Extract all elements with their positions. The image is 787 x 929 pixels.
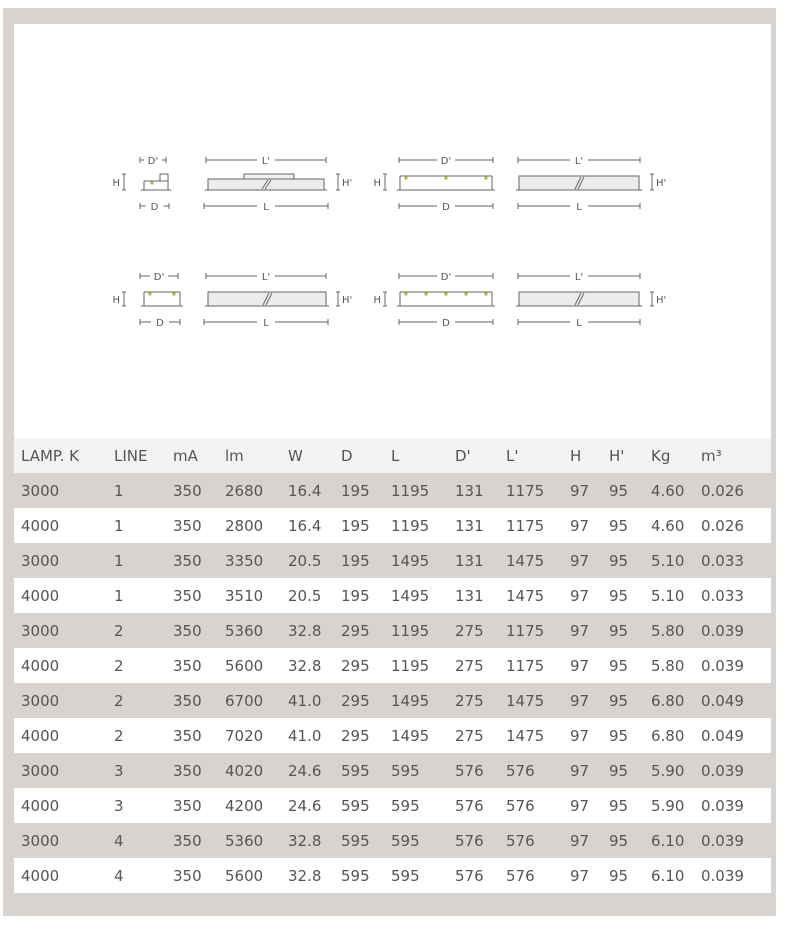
table-cell: 97: [570, 691, 590, 710]
table-cell: 4000: [21, 796, 60, 815]
table-cell: 350: [173, 656, 202, 675]
table-cell: 5.90: [651, 761, 685, 780]
technical-drawings: [14, 24, 771, 436]
table-cell: 1475: [506, 726, 545, 745]
table-cell: 350: [173, 481, 202, 500]
table-cell: 131: [455, 481, 484, 500]
table-cell: 6.80: [651, 726, 685, 745]
column-header: D: [341, 446, 353, 465]
table-cell: 1495: [391, 551, 430, 570]
table-cell: 1495: [391, 586, 430, 605]
table-cell: 0.033: [701, 551, 744, 570]
table-cell: 97: [570, 516, 590, 535]
table-cell: 95: [609, 586, 629, 605]
table-row: [14, 718, 771, 753]
table-cell: 95: [609, 831, 629, 850]
column-header: LAMP. K: [21, 446, 79, 465]
table-cell: 576: [506, 866, 535, 885]
dimension-label: D: [442, 318, 450, 329]
table-cell: 2: [114, 621, 124, 640]
table-cell: 3000: [21, 621, 60, 640]
table-cell: 1: [114, 586, 124, 605]
table-cell: 4200: [225, 796, 264, 815]
table-cell: 350: [173, 586, 202, 605]
column-header: W: [288, 446, 303, 465]
table-cell: 41.0: [288, 726, 322, 745]
led-marker: [404, 292, 407, 295]
table-cell: 95: [609, 516, 629, 535]
table-cell: 41.0: [288, 691, 322, 710]
dimension-diagrams: [14, 24, 771, 436]
table-cell: 131: [455, 551, 484, 570]
table-cell: 16.4: [288, 481, 322, 500]
table-cell: 24.6: [288, 761, 322, 780]
table-cell: 4.60: [651, 516, 685, 535]
table-cell: 32.8: [288, 621, 322, 640]
dimension-label: H': [656, 295, 667, 306]
dimension-label: H': [342, 178, 353, 189]
table-cell: 4000: [21, 516, 60, 535]
table-cell: 0.026: [701, 516, 744, 535]
led-marker: [464, 292, 467, 295]
column-header: L: [391, 446, 400, 465]
column-header: Kg: [651, 446, 671, 465]
dimension-label: H': [342, 295, 353, 306]
table-cell: 195: [341, 586, 370, 605]
table-cell: 350: [173, 761, 202, 780]
table-row: [14, 683, 771, 718]
table-cell: 595: [391, 831, 420, 850]
table-cell: 6.10: [651, 866, 685, 885]
table-cell: 32.8: [288, 656, 322, 675]
table-cell: 1175: [506, 621, 545, 640]
table-cell: 295: [341, 726, 370, 745]
dimension-label: D': [440, 272, 452, 283]
table-cell: 0.049: [701, 726, 744, 745]
table-cell: 4.60: [651, 481, 685, 500]
table-cell: 97: [570, 656, 590, 675]
table-cell: 0.039: [701, 621, 744, 640]
table-cell: 1495: [391, 726, 430, 745]
table-cell: 3000: [21, 761, 60, 780]
dimension-label: D': [153, 272, 165, 283]
table-cell: 20.5: [288, 586, 322, 605]
table-cell: 95: [609, 621, 629, 640]
table-cell: 3: [114, 761, 124, 780]
led-marker: [404, 176, 407, 179]
table-row: [14, 753, 771, 788]
table-cell: 4000: [21, 656, 60, 675]
led-marker: [444, 176, 447, 179]
table-cell: 1495: [391, 691, 430, 710]
table-cell: 20.5: [288, 551, 322, 570]
table-cell: 2: [114, 656, 124, 675]
dimension-label: L: [576, 318, 582, 329]
dimension-label: D: [442, 202, 450, 213]
table-cell: 1195: [391, 656, 430, 675]
dimension-label: L: [263, 318, 269, 329]
table-cell: 5600: [225, 656, 264, 675]
table-cell: 195: [341, 516, 370, 535]
led-marker: [424, 292, 427, 295]
dimension-label: L': [574, 156, 584, 167]
led-marker: [172, 292, 175, 295]
table-cell: 95: [609, 656, 629, 675]
led-marker: [484, 176, 487, 179]
table-cell: 5.90: [651, 796, 685, 815]
table-cell: 275: [455, 691, 484, 710]
dimension-label: D: [156, 318, 164, 329]
table-cell: 275: [455, 621, 484, 640]
table-cell: 4: [114, 866, 124, 885]
table-cell: 97: [570, 831, 590, 850]
table-row: [14, 858, 771, 893]
table-cell: 1175: [506, 481, 545, 500]
table-cell: 131: [455, 516, 484, 535]
table-cell: 1175: [506, 516, 545, 535]
table-cell: 97: [570, 726, 590, 745]
table-cell: 576: [455, 831, 484, 850]
table-cell: 97: [570, 586, 590, 605]
table-cell: 0.039: [701, 656, 744, 675]
drawing-line: [160, 174, 168, 181]
table-cell: 3: [114, 796, 124, 815]
table-cell: 295: [341, 691, 370, 710]
dimension-label: H': [656, 178, 667, 189]
table-cell: 0.026: [701, 481, 744, 500]
table-cell: 97: [570, 551, 590, 570]
table-cell: 576: [506, 831, 535, 850]
table-cell: 1475: [506, 586, 545, 605]
table-cell: 5.80: [651, 621, 685, 640]
table-row: [14, 508, 771, 543]
table-cell: 195: [341, 481, 370, 500]
dimension-label: H: [373, 295, 381, 306]
page-frame: [3, 8, 776, 916]
table-cell: 595: [391, 761, 420, 780]
dimension-label: H: [112, 295, 120, 306]
table-cell: 576: [455, 761, 484, 780]
table-cell: 0.033: [701, 586, 744, 605]
column-header: D': [455, 446, 471, 465]
table-cell: 275: [455, 656, 484, 675]
table-cell: 3000: [21, 831, 60, 850]
dimension-label: H: [112, 178, 120, 189]
table-cell: 5600: [225, 866, 264, 885]
table-cell: 595: [341, 866, 370, 885]
table-cell: 3000: [21, 551, 60, 570]
table-header-row: [14, 438, 771, 473]
column-header: LINE: [114, 446, 148, 465]
table-cell: 4020: [225, 761, 264, 780]
table-cell: 7020: [225, 726, 264, 745]
table-cell: 350: [173, 796, 202, 815]
table-cell: 0.039: [701, 866, 744, 885]
table-cell: 595: [391, 796, 420, 815]
table-cell: 595: [391, 866, 420, 885]
table-row: [14, 543, 771, 578]
table-cell: 0.039: [701, 761, 744, 780]
table-row: [14, 788, 771, 823]
table-cell: 2680: [225, 481, 264, 500]
table-cell: 1: [114, 551, 124, 570]
table-cell: 576: [506, 761, 535, 780]
dimension-label: L: [263, 202, 269, 213]
table-cell: 295: [341, 656, 370, 675]
table-cell: 95: [609, 551, 629, 570]
table-cell: 5.10: [651, 551, 685, 570]
table-cell: 2: [114, 691, 124, 710]
table-cell: 32.8: [288, 831, 322, 850]
table-cell: 1475: [506, 551, 545, 570]
table-cell: 24.6: [288, 796, 322, 815]
table-cell: 2800: [225, 516, 264, 535]
table-cell: 32.8: [288, 866, 322, 885]
table-row: [14, 578, 771, 613]
table-cell: 95: [609, 691, 629, 710]
table-cell: 4000: [21, 726, 60, 745]
dimension-label: L': [261, 272, 271, 283]
table-cell: 16.4: [288, 516, 322, 535]
table-cell: 97: [570, 866, 590, 885]
table-cell: 1195: [391, 516, 430, 535]
table-cell: 576: [506, 796, 535, 815]
table-cell: 97: [570, 481, 590, 500]
table-cell: 5360: [225, 621, 264, 640]
dimension-label: D': [440, 156, 452, 167]
table-cell: 95: [609, 761, 629, 780]
table-cell: 1195: [391, 481, 430, 500]
table-cell: 95: [609, 726, 629, 745]
table-cell: 1475: [506, 691, 545, 710]
table-cell: 4: [114, 831, 124, 850]
table-cell: 6.80: [651, 691, 685, 710]
table-cell: 1: [114, 516, 124, 535]
dimension-label: D: [150, 202, 159, 213]
table-cell: 131: [455, 586, 484, 605]
dimension-label: D': [147, 156, 159, 167]
table-cell: 350: [173, 551, 202, 570]
table-row: [14, 648, 771, 683]
table-cell: 350: [173, 726, 202, 745]
table-cell: 595: [341, 761, 370, 780]
table-cell: 0.049: [701, 691, 744, 710]
table-cell: 3510: [225, 586, 264, 605]
table-cell: 0.039: [701, 831, 744, 850]
table-cell: 350: [173, 516, 202, 535]
table-row: [14, 613, 771, 648]
table-cell: 275: [455, 726, 484, 745]
column-header: mA: [173, 446, 198, 465]
column-header: H: [570, 446, 582, 465]
table-cell: 4000: [21, 866, 60, 885]
table-row: [14, 473, 771, 508]
table-cell: 95: [609, 796, 629, 815]
table-cell: 350: [173, 691, 202, 710]
dimension-label: H: [373, 178, 381, 189]
table-cell: 6700: [225, 691, 264, 710]
led-marker: [484, 292, 487, 295]
table-cell: 1175: [506, 656, 545, 675]
table-cell: 576: [455, 796, 484, 815]
table-cell: 3350: [225, 551, 264, 570]
driver-box: [244, 174, 294, 179]
table-cell: 5360: [225, 831, 264, 850]
table-cell: 6.10: [651, 831, 685, 850]
table-cell: 295: [341, 621, 370, 640]
table-cell: 95: [609, 866, 629, 885]
table-cell: 4000: [21, 586, 60, 605]
table-cell: 576: [455, 866, 484, 885]
dimension-label: L': [574, 272, 584, 283]
table-cell: 350: [173, 866, 202, 885]
table-cell: 5.10: [651, 586, 685, 605]
table-cell: 195: [341, 551, 370, 570]
table-cell: 97: [570, 621, 590, 640]
led-marker: [150, 181, 153, 184]
column-header: lm: [225, 446, 244, 465]
table-cell: 350: [173, 621, 202, 640]
column-header: L': [506, 446, 519, 465]
table-cell: 1195: [391, 621, 430, 640]
dimension-label: L': [261, 156, 271, 167]
table-body: [14, 473, 771, 893]
dimension-label: L: [576, 202, 582, 213]
table-cell: 2: [114, 726, 124, 745]
led-marker: [444, 292, 447, 295]
table-row: [14, 823, 771, 858]
column-header: H': [609, 446, 625, 465]
table-cell: 5.80: [651, 656, 685, 675]
column-header: m³: [701, 446, 722, 465]
table-cell: 97: [570, 761, 590, 780]
table-cell: 0.039: [701, 796, 744, 815]
table-cell: 595: [341, 831, 370, 850]
spec-table: [14, 438, 771, 893]
led-marker: [148, 292, 151, 295]
table-cell: 3000: [21, 691, 60, 710]
table-cell: 97: [570, 796, 590, 815]
table-cell: 1: [114, 481, 124, 500]
table-cell: 350: [173, 831, 202, 850]
table-cell: 3000: [21, 481, 60, 500]
content-panel: [14, 24, 771, 892]
table-cell: 95: [609, 481, 629, 500]
table-cell: 595: [341, 796, 370, 815]
